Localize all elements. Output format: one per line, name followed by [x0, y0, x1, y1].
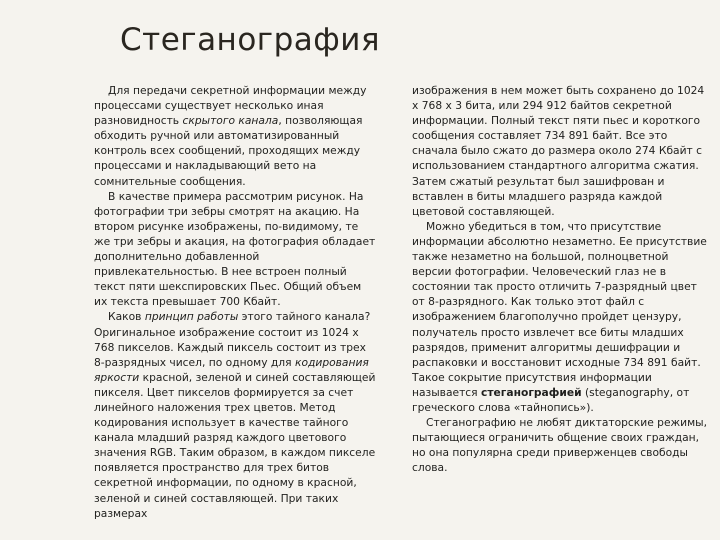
right-text-column [412, 83, 707, 475]
italic-term: принцип работы [144, 310, 239, 324]
slide-title: Стеганография [120, 22, 381, 58]
text-run: этого тайного канала? Оригинальное изображение состоит из 1024 х 768 пикселов. Каждый пиксель состоит из трех 8-разрядных чисел, по одному для [94, 310, 371, 369]
text-run: (steganography, от греческого слова «тайнопись»). [412, 385, 690, 414]
text-run: красной, зеленой и синей составляющей пикселя. Цвет пикселов формируется за счет линейного наложения трех цветов. Метод кодирования использует в качестве тайного канала младший разряд каждого цветового значения RGB. Таким образом, в каждом пикселе появляется пространство для трех битов секретной информации, по одному в красной, зеленой и синей составляющей. При таких размерах [94, 370, 376, 520]
text-run: Каков [108, 310, 145, 324]
paragraph-detection [412, 219, 707, 415]
left-text-column [94, 83, 376, 521]
italic-term: кодирования яркости [94, 355, 369, 384]
paragraph-example: В качестве примера рассмотрим рисунок. На фотографии три зебры смотрят на акацию. На втором рисунке изображены, по-видимому, те же три зебры и акация, на фотография обладает дополнительно добавленной привлекательностью. В нее встроен полный текст пяти шекспировских Пьес. Общий объем их текста превышает 700 Кбайт. [94, 189, 376, 309]
text-run: Для передачи секретной информации между процессами существует несколько иная разновидность [94, 84, 367, 128]
paragraph-intro [94, 83, 376, 189]
paragraph-principle [94, 309, 376, 520]
paragraph-capacity: изображения в нем может быть сохранено до 1024 х 768 х 3 бита, или 294 912 байтов секретной информации. Полный текст пяти пьес и короткого сообщения составляет 734 891 байт. Все это сначала было сжато до размера около 274 Кбайт с использованием стандартного алгоритма сжатия. Затем сжатый результат был зашифрован и вставлен в биты младшего разряда каждой цветовой составляющей. [412, 84, 705, 218]
italic-term: скрытого канала [182, 114, 279, 128]
bold-term: стеганографией [481, 385, 582, 399]
text-run: Можно убедиться в том, что присутствие информации абсолютно незаметно. Ее присутствие также незаметно на большой, полноцветной версии фотографии. Человеческий глаз не в состоянии так просто отличить 7-разрядный цвет от 8-разрядного. Как только этот файл с изображением благополучно пройдет цензуру, получатель просто извлечет все биты младших разрядов, применит алгоритмы дешифрации и распаковки и восстановит исходные 734 891 байт. Такое сокрытие присутствия информации называется [412, 219, 707, 399]
text-run: , позволяющая обходить ручной или автоматизированный контроль всех сообщений, проходящих между процессами и накладывающий вето на сомнительные сообщения. [94, 114, 363, 188]
paragraph-politics: Стеганографию не любят диктаторские режимы, пытающиеся ограничить общение своих граждан, но она популярна среди приверженцев свободы слова. [412, 416, 708, 475]
